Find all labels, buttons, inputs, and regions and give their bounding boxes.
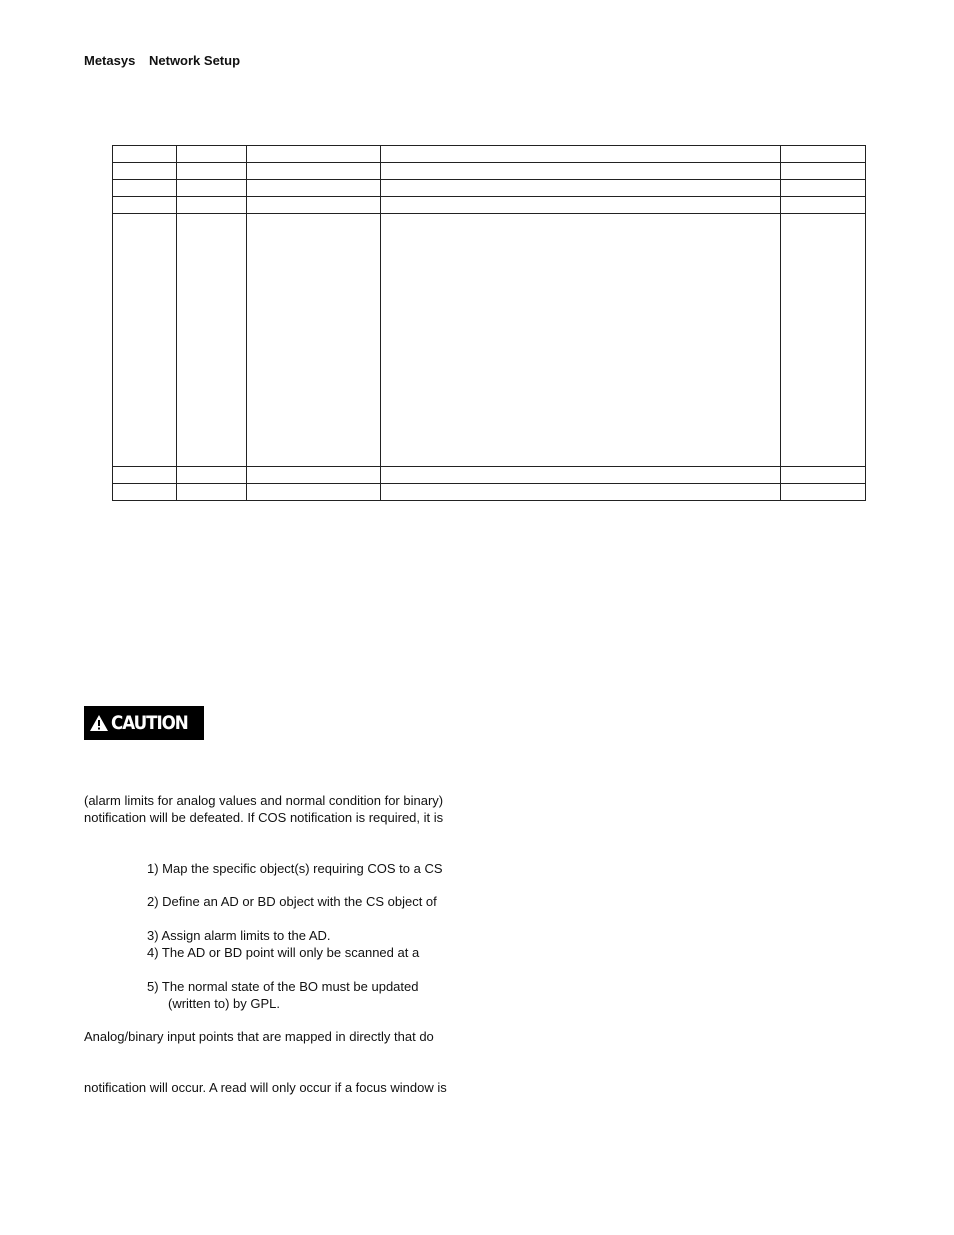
caution-label: CAUTION: [111, 711, 189, 734]
data-table: [112, 145, 866, 501]
table-row: [113, 467, 866, 484]
step-item: 2) Define an AD or BD object with the CS object of: [147, 894, 437, 909]
warning-triangle-icon: [89, 714, 109, 732]
table-row: [113, 484, 866, 501]
table-row: [113, 146, 866, 163]
header-product: Metasys: [84, 53, 136, 68]
step-item-continuation: (written to) by GPL.: [168, 996, 280, 1011]
paragraph-line: Analog/binary input points that are mapped in directly that do: [84, 1029, 434, 1044]
step-item: 1) Map the specific object(s) requiring COS to a CS: [147, 861, 443, 876]
table-row: [113, 197, 866, 214]
step-item: 5) The normal state of the BO must be updated: [147, 979, 419, 994]
paragraph-line: (alarm limits for analog values and normal condition for binary): [84, 793, 444, 808]
caution-banner: [84, 706, 204, 740]
table-row: [113, 163, 866, 180]
header-section: Network Setup: [149, 53, 241, 68]
table-row: [113, 180, 866, 197]
step-item: 3) Assign alarm limits to the AD.: [147, 928, 331, 943]
paragraph-line: notification will occur. A read will only occur if a focus window is: [84, 1080, 447, 1095]
step-item: 4) The AD or BD point will only be scanned at a: [147, 945, 420, 960]
paragraph-line: notification will be defeated. If COS notification is required, it is: [84, 810, 444, 825]
table-row: [113, 214, 866, 467]
